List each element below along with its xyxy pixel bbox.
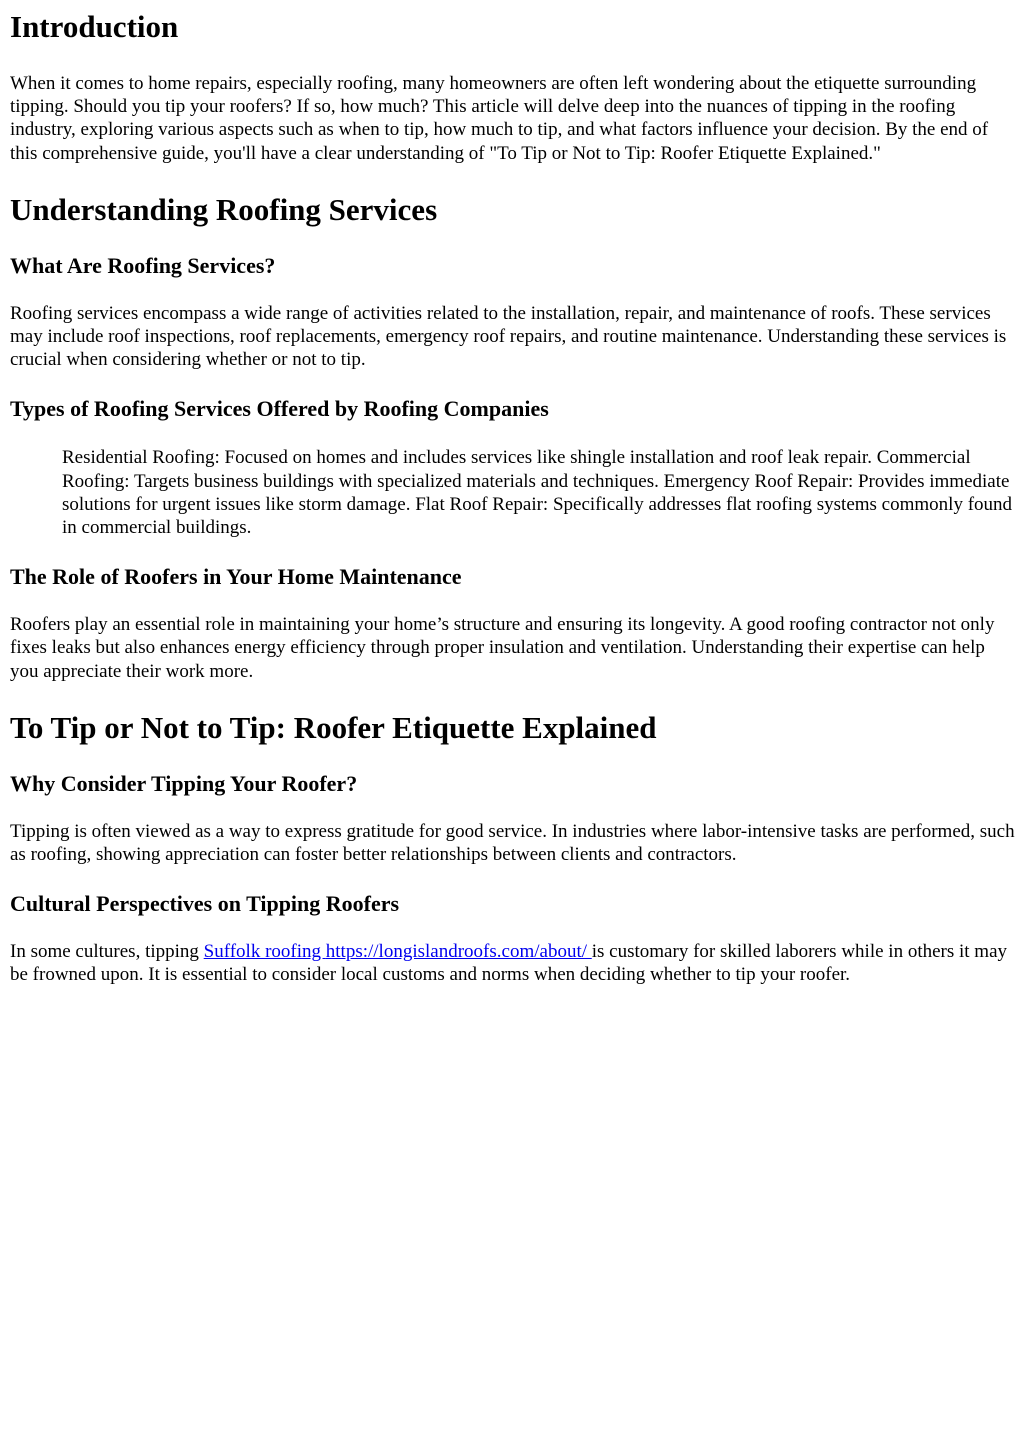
heading-types-of-roofing-services: Types of Roofing Services Offered by Roofing Companies (10, 396, 549, 422)
heading-why-consider-tipping: Why Consider Tipping Your Roofer? (10, 770, 358, 796)
heading-role-of-roofers: The Role of Roofers in Your Home Maintenance (10, 564, 462, 590)
paragraph-why-consider-tipping: Tipping is often viewed as a way to express gratitude for good service. In industries where labor-intensive tasks are performed, such as roofing, showing appreciation can foster better relationships between clients and contractors. (10, 820, 1015, 866)
paragraph-what-are-roofing-services: Roofing services encompass a wide range of activities related to the installation, repair, and maintenance of roofs. These services may include roof inspections, roof replacements, emergency roof repairs, and routine maintenance. Understanding these services is crucial when considering whether or not to tip. (10, 302, 1007, 371)
paragraph-introduction: When it comes to home repairs, especially roofing, many homeowners are often left wondering about the etiquette surrounding tipping. Should you tip your roofers? If so, how much? This article will delve deep into the nuances of tipping in the roofing industry, exploring various aspects such as when to tip, how much to tip, and what factors influence your decision. By the end of this comprehensive guide, you'll have a clear understanding of "To Tip or Not to Tip: Roofer Etiquette Explained." (10, 73, 989, 164)
heading-introduction: Introduction (10, 9, 179, 44)
cultural-text-after: is customary for skilled laborers while in others it may be frowned upon. It is essential to consider local customs and norms when deciding whether to tip your roofer. (10, 941, 1008, 986)
paragraph-role-of-roofers: Roofers play an essential role in maintaining your home’s structure and ensuring its longevity. A good roofing contractor not only fixes leaks but also enhances energy efficiency through proper insulation and ventilation. Understanding their expertise can help you appreciate their work more. (10, 614, 995, 682)
heading-to-tip-or-not: To Tip or Not to Tip: Roofer Etiquette Explained (10, 709, 657, 745)
link-longislandroofs-about[interactable]: https://longislandroofs.com/about/ (325, 941, 592, 963)
list-types-of-roofing-services: Residential Roofing: Focused on homes and includes services like shingle installation and roof leak repair. Commercial Roofing: Targets business buildings with specialized materials and techniques. Emergency Roof Repair: Provides immediate solutions for urgent issues like storm damage. Flat Roof Repair: Specifically addresses flat roofing systems commonly found in commercial buildings. (62, 447, 1013, 539)
heading-what-are-roofing-services: What Are Roofing Services? (10, 252, 276, 278)
heading-understanding-roofing-services: Understanding Roofing Services (10, 191, 438, 227)
heading-cultural-perspectives: Cultural Perspectives on Tipping Roofers (10, 891, 400, 917)
cultural-text-before: In some cultures, tipping (10, 941, 204, 963)
link-suffolk-roofing[interactable]: Suffolk roofing (203, 941, 326, 963)
paragraph-cultural-perspectives (10, 940, 1016, 986)
